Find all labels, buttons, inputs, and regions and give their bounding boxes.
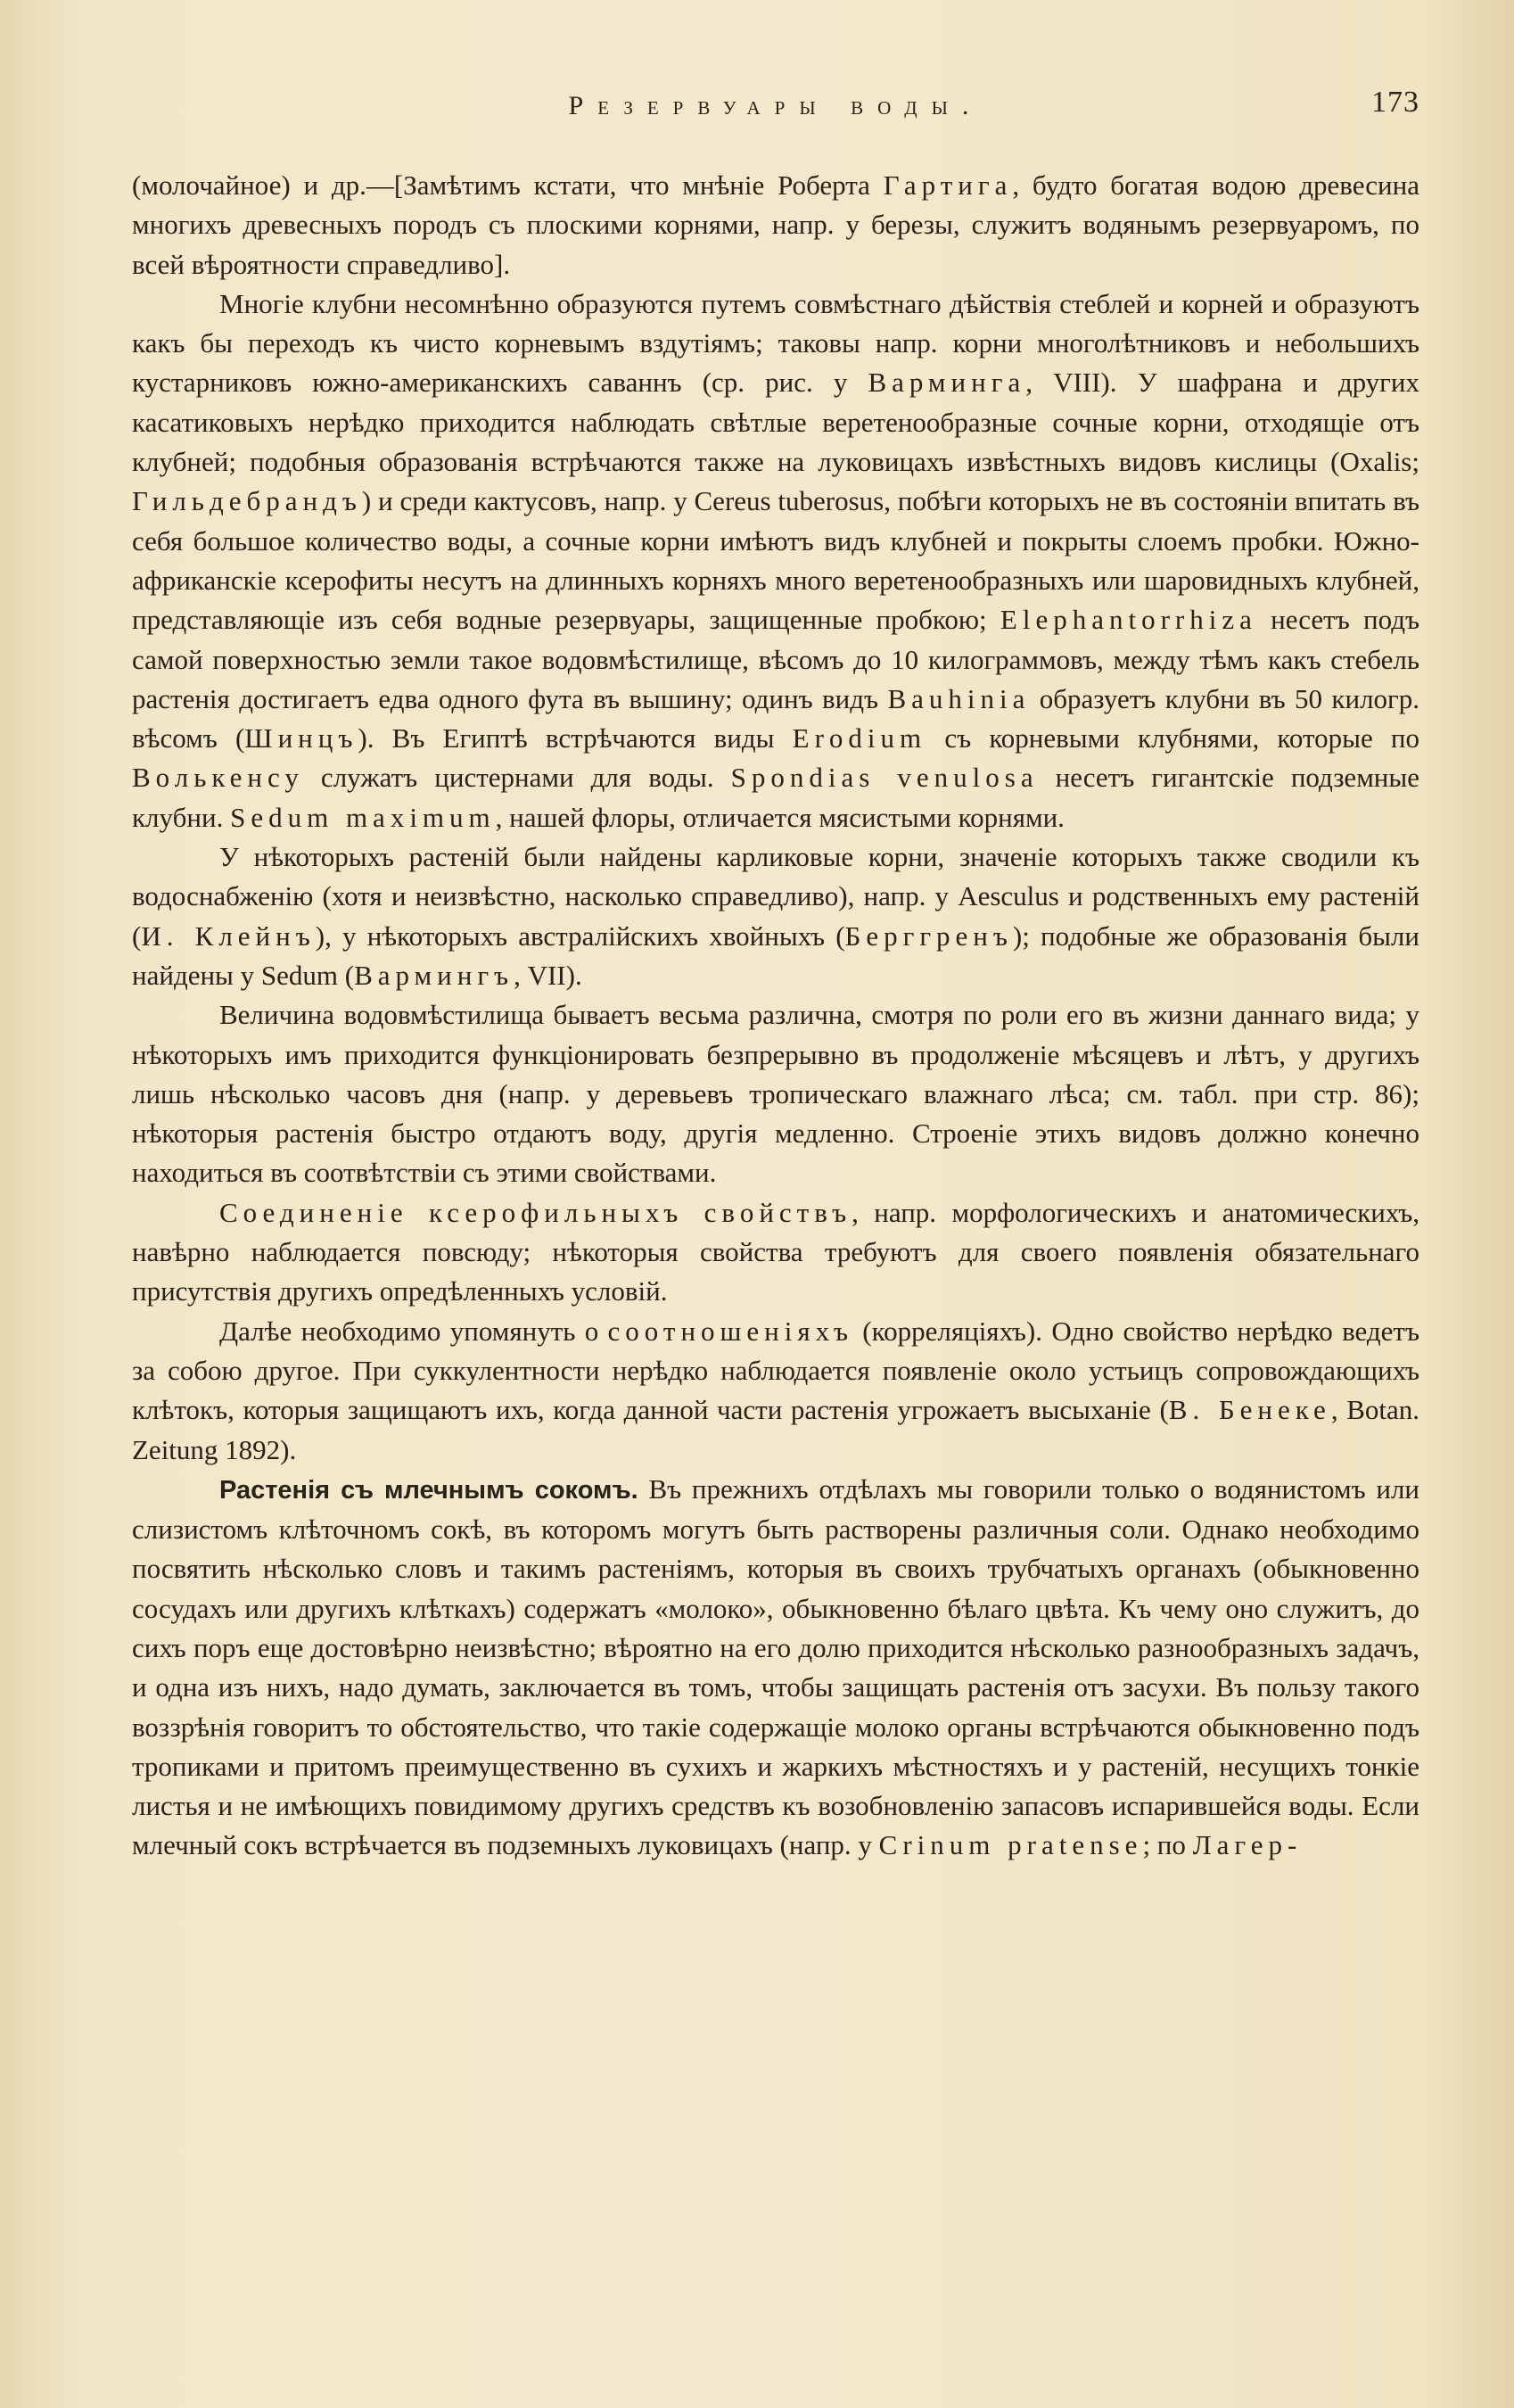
text-run: У нѣкоторыхъ растеній были найдены карликовые корни, значеніе которыхъ также сводили къ водоснабженію (хотя и неизвѣстно, насколько справедливо), напр. у Aesculus и родственныхъ ему растеній (: [132, 841, 1419, 952]
paragraph: [132, 1193, 1419, 1312]
paragraph: [132, 995, 1419, 1192]
text-run: , нашей флоры, отличается мясистыми корнями.: [495, 801, 1065, 833]
spaced-name: Elephantorrhiza: [1000, 604, 1257, 636]
text-run: , VII).: [514, 959, 582, 991]
spaced-name: Соединеніе ксерофильныхъ свойствъ: [219, 1196, 852, 1228]
text-run: ), у нѣкоторыхъ австралійскихъ хвойныхъ (: [315, 919, 845, 952]
text-run: , Botan. Zeitung 1892).: [132, 1394, 1419, 1465]
text-run: Далѣе необходимо упомянуть о: [219, 1315, 608, 1347]
paragraph: [132, 285, 1419, 837]
spaced-name: Erodium: [792, 722, 927, 755]
text-run: , напр. морфологическихъ и анатомическихъ, навѣрно наблюдается повсюду; нѣкоторыя свойства требуютъ для своего появленія обязательнаго присутствія другихъ опредѣленныхъ условій.: [132, 1196, 1419, 1307]
text-run: съ корневыми клубнями, которые по: [926, 722, 1419, 755]
paragraph: [132, 1312, 1419, 1470]
text-run: служатъ цистернами для воды.: [303, 762, 731, 794]
spaced-name: В. Бенеке: [1168, 1394, 1331, 1426]
text-run: , VIII). У шафрана и других касатиковыхъ нерѣдко приходится наблюдать свѣтлые веретенообразные сочные корни, отходящіе отъ клубней; подобныя образованія встрѣчаются также на луковицахъ извѣстныхъ видовъ кислицы (Oxalis;: [132, 367, 1419, 478]
text-run: ) и среди кактусовъ, напр. у Cereus tuberosus, побѣги которыхъ не въ состояніи впитать въ себя большое количество воды, а сочные корни имѣютъ видъ клубней и покрыты слоемъ пробки. Южно-африканскіе ксерофиты несутъ на длинныхъ корняхъ много веретенообразныхъ или шаровидныхъ клубней, представляющіе изъ себя водные резервуары, защищенные пробкою;: [132, 485, 1419, 636]
page-header: [132, 86, 1419, 139]
running-title: Резервуары воды.: [568, 91, 983, 120]
spaced-name: Spondias venulosa: [730, 762, 1039, 794]
text-run: (корреляціяхъ). Одно свойство нерѣдко ведетъ за собою другое. При суккулентности нерѣдко наблюдается появленіе около устьицъ сопровождающихъ клѣтокъ, которыя защищаютъ ихъ, когда данной части растенія угрожаетъ высыханіе (: [132, 1315, 1419, 1426]
spaced-name: И. Клейнъ: [141, 919, 316, 952]
text-run: ); подобные же образованія были найдены у Sedum (: [132, 919, 1419, 991]
spaced-name: Гильдебрандъ: [132, 485, 362, 517]
text-run: ). Въ Египтѣ встрѣчаются виды: [358, 722, 793, 755]
paragraph: [132, 1470, 1419, 1866]
spaced-name: Гартига: [883, 169, 1013, 201]
text-run: , будто богатая водою древесина многихъ древесныхъ породъ съ плоскими корнями, напр. у березы, служитъ водянымъ резервуаромъ, по всей вѣроятности справедливо].: [132, 169, 1419, 280]
spaced-name: Шинцъ: [244, 722, 358, 755]
spaced-name: Sedum maximum: [230, 801, 496, 833]
spaced-name: Волькенсу: [132, 762, 304, 794]
text-run: (молочайное) и др.—[Замѣтимъ кстати, что мнѣніе Роберта: [132, 169, 884, 201]
spaced-name: Варминга: [868, 367, 1026, 399]
text-run: Многіе клубни несомнѣнно образуются путемъ совмѣстнаго дѣйствія стеблей и корней и образуютъ какъ бы переходъ къ чисто корневымъ вздутіямъ; таковы напр. корни многолѣтниковъ и небольшихъ кустарниковъ южно-американскихъ саваннъ (ср. рис. у: [132, 287, 1419, 399]
spaced-name: Берггренъ: [844, 919, 1013, 952]
text-run: образуетъ клубни въ 50 килогр. вѣсомъ (: [132, 682, 1420, 755]
spaced-name: Crinum pratense: [878, 1829, 1143, 1861]
text-run: несетъ подъ самой поверхностью земли такое водовмѣстилище, вѣсомъ до 10 килограммовъ, между тѣмъ какъ стебель растенія достигаетъ едва одного фута въ вышину; одинъ видъ: [132, 604, 1419, 714]
text-run: несетъ гигантскіе подземные клубни.: [132, 762, 1419, 833]
paragraph: [132, 166, 1419, 285]
paragraph: [132, 837, 1419, 995]
spaced-name: соотношеніяхъ: [607, 1315, 853, 1347]
spaced-name: Лагер-: [1192, 1829, 1303, 1861]
text-run: Въ прежнихъ отдѣлахъ мы говорили только о водянистомъ или слизистомъ клѣточномъ сокѣ, въ которомъ могутъ быть растворены различныя соли. Однако необходимо посвятить нѣсколько словъ и такимъ растеніямъ, которыя въ своихъ трубчатыхъ органахъ (обыкновенно сосудахъ или другихъ клѣткахъ) содержатъ «молоко», обыкновенно бѣлаго цвѣта. Къ чему оно служитъ, до сихъ поръ еще достовѣрно неизвѣстно; вѣроятно на его долю приходится нѣсколько разнообразныхъ задачъ, и одна изъ нихъ, надо думать, заключается въ томъ, чтобы защищать растенія отъ засухи. Въ пользу такого воззрѣнія говоритъ то обстоятельство, что такіе содержащіе молоко органы встрѣчаются обыкновенно подъ тропиками и притомъ преимущественно въ сухихъ и жаркихъ мѣстностяхъ и у растеній, несущихъ тонкіе листья и не имѣющихъ повидимому другихъ средствъ къ возобновленію запасовъ испарившейся воды. Если млечный сокъ встрѣчается въ подземныхъ луковицахъ (напр. у: [132, 1472, 1419, 1861]
text-run: ; по: [1142, 1829, 1193, 1861]
spaced-name: Bauhinia: [887, 682, 1031, 714]
page-number: 173: [1371, 86, 1419, 119]
section-heading: Растенія съ млечнымъ сокомъ.: [219, 1475, 638, 1505]
body-text: [132, 166, 1419, 1866]
spaced-name: Вармингъ: [354, 959, 514, 991]
text-run: Величина водовмѣстилища бываетъ весьма различна, смотря по роли его въ жизни даннаго вида; у нѣкоторыхъ имъ приходится функціонировать безпрерывно въ продолженіе мѣсяцевъ и лѣтъ, у другихъ лишь нѣсколько часовъ дня (напр. у деревьевъ тропическаго влажнаго лѣса; см. табл. при стр. 86); нѣкоторыя растенія быстро отдаютъ воду, другія медленно. Строеніе этихъ видовъ должно конечно находиться въ соотвѣтствіи съ этими свойствами.: [132, 999, 1419, 1189]
